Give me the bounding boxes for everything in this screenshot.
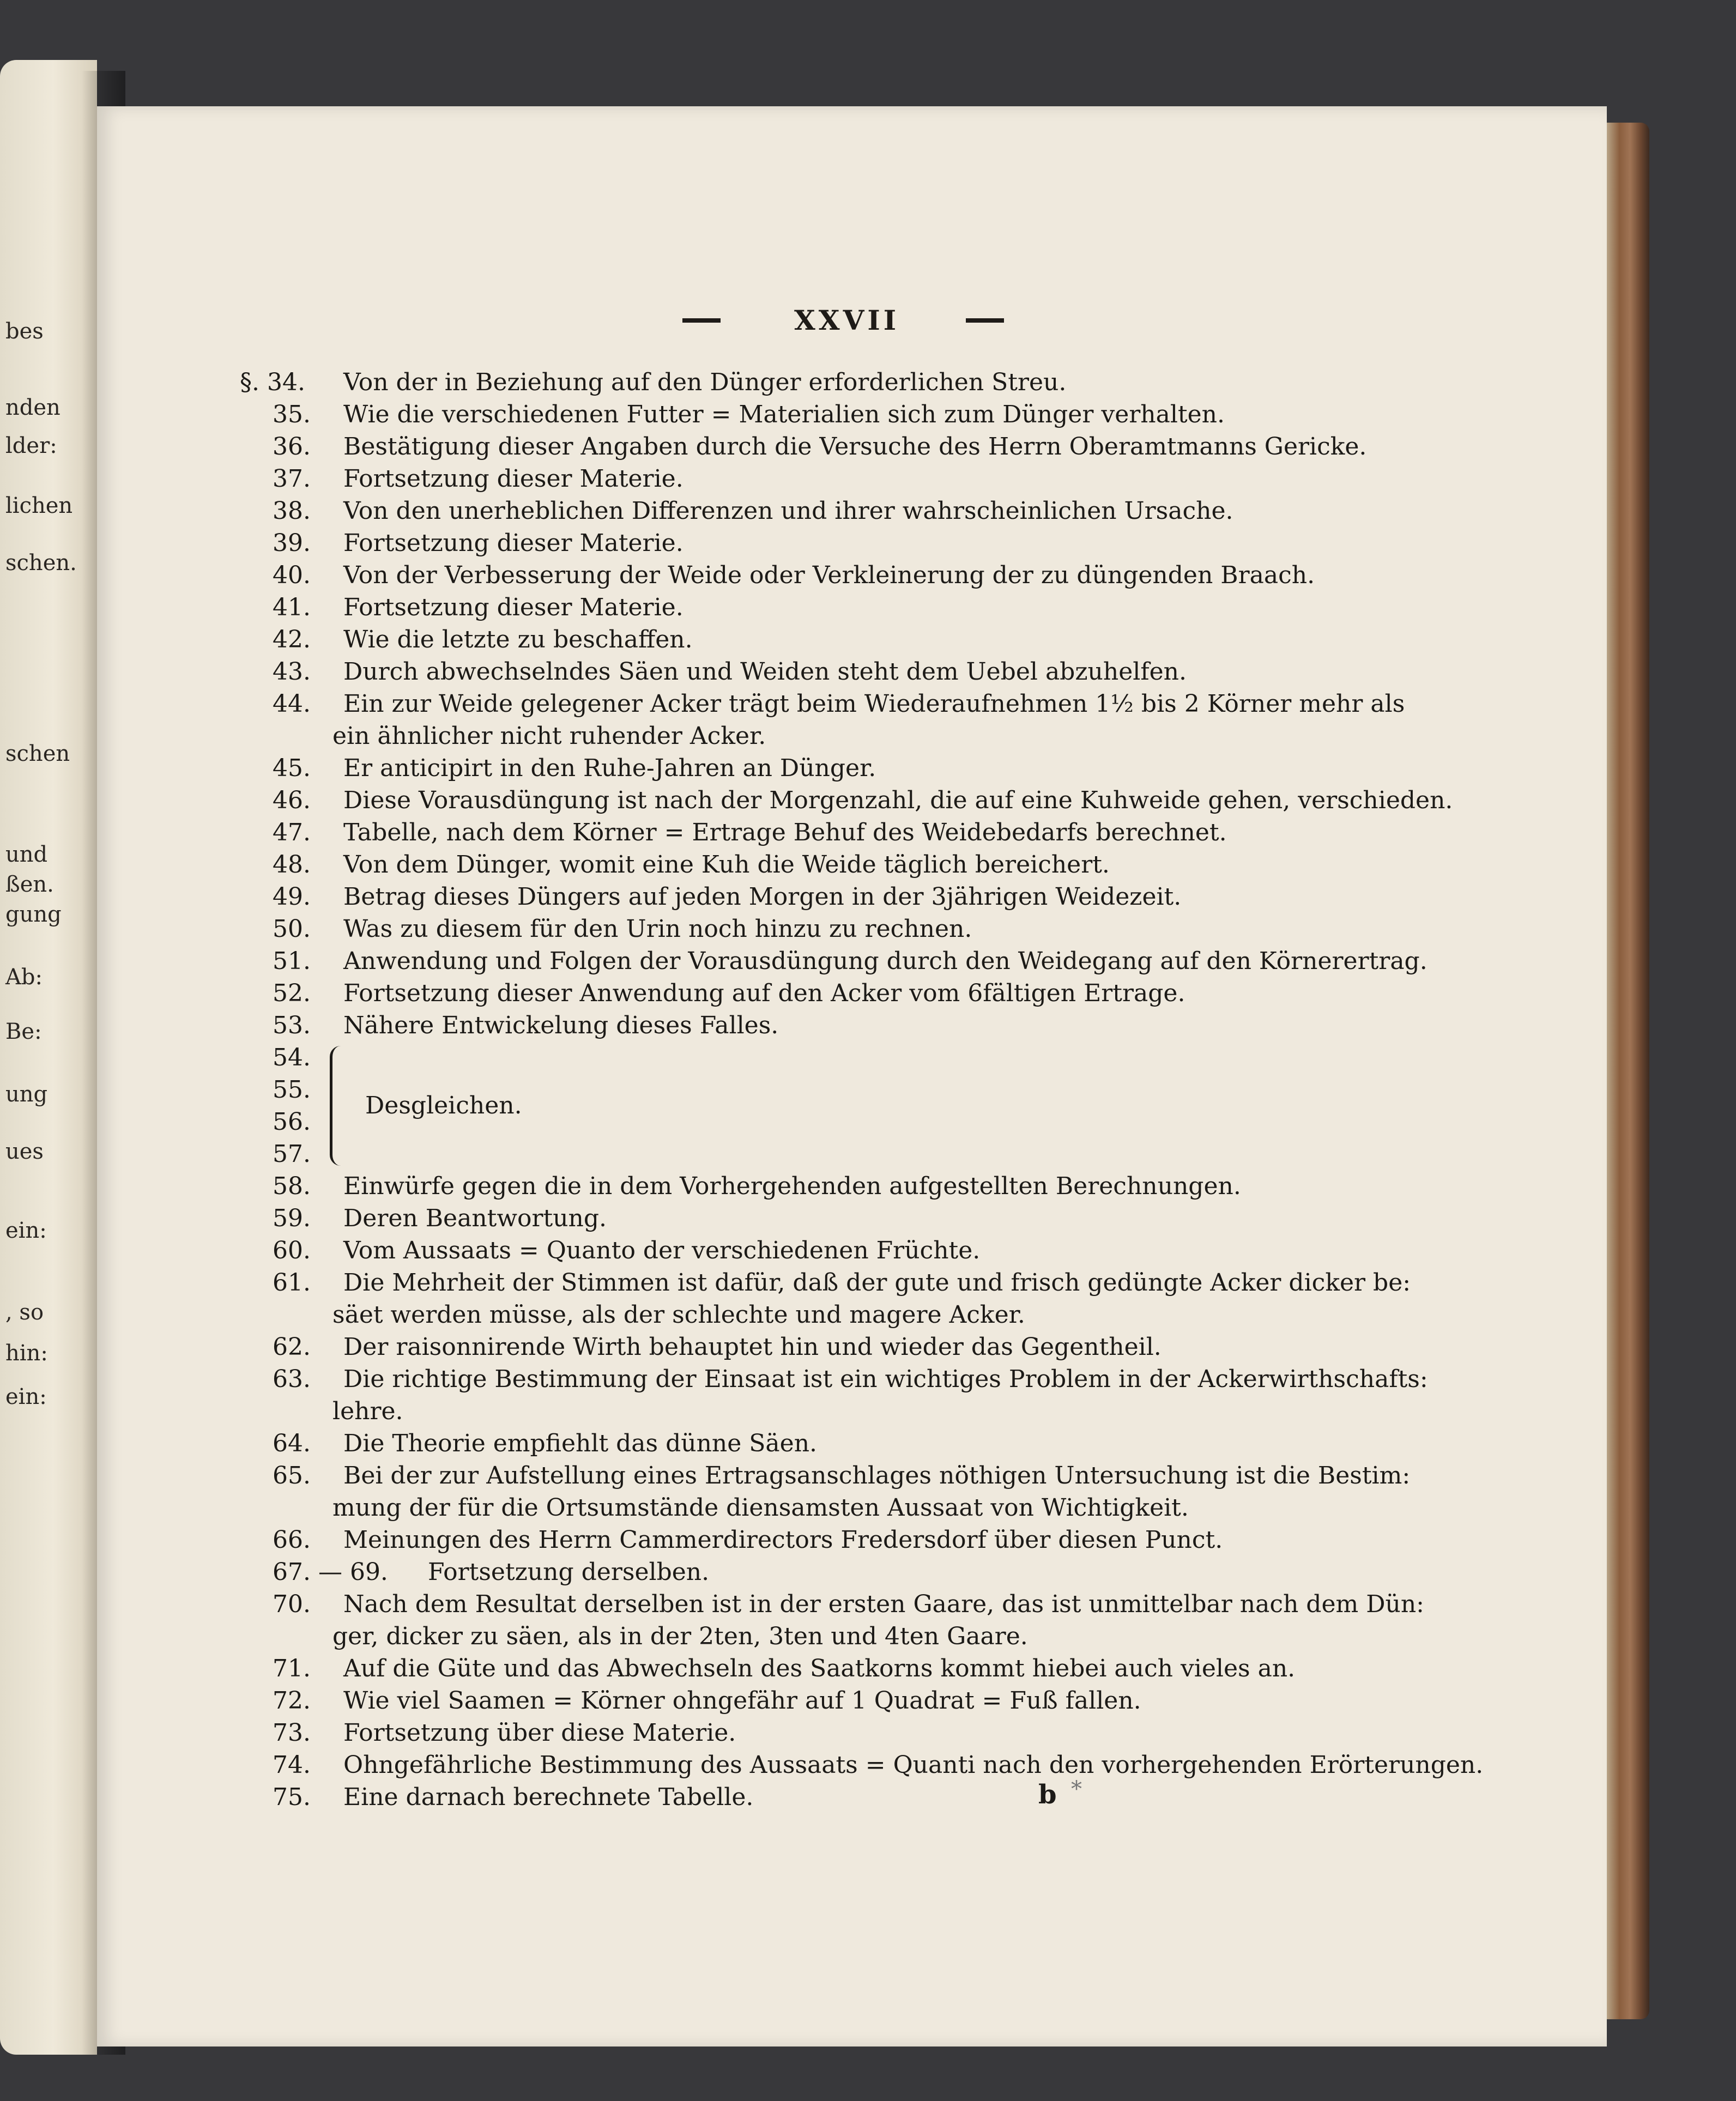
toc-number: 37. bbox=[273, 465, 311, 493]
toc-number: 40. bbox=[273, 561, 311, 589]
toc-number: 58. bbox=[273, 1172, 311, 1200]
toc-entry bbox=[240, 1685, 1455, 1717]
toc-text: Nach dem Resultat derselben ist in der ersten Gaare, das ist unmittelbar nach dem Dün: bbox=[343, 1590, 1424, 1618]
toc-number: 60. bbox=[273, 1237, 311, 1264]
toc-text: Deren Beantwortung. bbox=[343, 1204, 607, 1232]
toc-entry bbox=[240, 623, 1455, 656]
toc-number: 75. bbox=[273, 1783, 311, 1811]
toc-text: Er anticipirt in den Ruhe-Jahren an Dünger. bbox=[343, 754, 876, 782]
toc-entry bbox=[240, 688, 1455, 752]
toc-entry bbox=[240, 977, 1455, 1009]
toc-number: 63. bbox=[273, 1365, 311, 1393]
left-page-fragment: Be: bbox=[5, 1019, 42, 1044]
toc-entry bbox=[240, 1524, 1455, 1556]
toc-text: Von der Verbesserung der Weide oder Verkleinerung der zu düngenden Braach. bbox=[343, 561, 1315, 589]
toc-text: Fortsetzung dieser Materie. bbox=[343, 594, 683, 621]
toc-entry bbox=[240, 1588, 1455, 1652]
toc-number: 66. bbox=[273, 1526, 311, 1554]
left-page-fragment: ein: bbox=[5, 1384, 47, 1409]
toc-entry bbox=[240, 1556, 1455, 1588]
table-of-contents bbox=[240, 366, 1484, 1813]
left-page-fragment: nden bbox=[5, 395, 61, 420]
toc-text: Fortsetzung dieser Anwendung auf den Acker vom 6fältigen Ertrage. bbox=[343, 979, 1185, 1007]
toc-number: 55. bbox=[273, 1076, 311, 1104]
toc-entry bbox=[240, 1363, 1455, 1427]
toc-number: 64. bbox=[273, 1430, 311, 1457]
toc-text: Tabelle, nach dem Körner = Ertrage Behuf des Weidebedarfs berechnet. bbox=[343, 819, 1227, 846]
toc-entry bbox=[240, 527, 1455, 559]
toc-number: 56. bbox=[273, 1108, 311, 1136]
toc-text: Nähere Entwickelung dieses Falles. bbox=[343, 1012, 779, 1039]
toc-number: 43. bbox=[273, 658, 311, 686]
signature-mark: b bbox=[1038, 1779, 1057, 1810]
toc-text: Bei der zur Aufstellung eines Ertragsanschlages nöthigen Untersuchung ist die Bestim: bbox=[343, 1462, 1411, 1490]
left-page-fragment: lder: bbox=[5, 433, 57, 458]
toc-entry bbox=[240, 1331, 1455, 1363]
page-header bbox=[682, 304, 1009, 337]
toc-text: Eine darnach berechnete Tabelle. bbox=[343, 1783, 754, 1811]
toc-text: Anwendung und Folgen der Vorausdüngung durch den Weidegang auf den Körnerertrag. bbox=[343, 947, 1427, 975]
toc-text: mung der für die Ortsumstände diensamsten Aussaat von Wichtigkeit. bbox=[332, 1494, 1189, 1522]
header-dash-right bbox=[966, 318, 1004, 323]
left-page-fragment: gung bbox=[5, 902, 62, 927]
toc-text: Die richtige Bestimmung der Einsaat ist ein wichtiges Problem in der Ackerwirthschafts: bbox=[343, 1365, 1428, 1393]
toc-text: Von den unerheblichen Differenzen und ihrer wahrscheinlichen Ursache. bbox=[343, 497, 1233, 525]
toc-text: Bestätigung dieser Angaben durch die Versuche des Herrn Oberamtmanns Gericke. bbox=[343, 433, 1367, 461]
toc-number: 38. bbox=[273, 497, 311, 525]
toc-entry bbox=[240, 559, 1455, 591]
toc-text: Die Theorie empfiehlt das dünne Säen. bbox=[343, 1430, 818, 1457]
toc-text: Was zu diesem für den Urin noch hinzu zu rechnen. bbox=[343, 915, 972, 943]
toc-entry bbox=[240, 816, 1455, 849]
toc-entry bbox=[240, 784, 1455, 816]
left-page-fragment: ßen. bbox=[5, 872, 54, 897]
toc-text: Betrag dieses Düngers auf jeden Morgen in der 3jährigen Weidezeit. bbox=[343, 883, 1182, 911]
toc-text: Fortsetzung über diese Materie. bbox=[343, 1719, 736, 1747]
toc-text: Einwürfe gegen die in dem Vorhergehenden aufgestellten Berechnungen. bbox=[343, 1172, 1241, 1200]
toc-number: 73. bbox=[273, 1719, 311, 1747]
toc-number: 46. bbox=[273, 786, 311, 814]
toc-entry bbox=[240, 1170, 1455, 1202]
left-page-fragment: ung bbox=[5, 1082, 48, 1107]
curly-brace bbox=[330, 1046, 347, 1166]
toc-entry bbox=[240, 1781, 1455, 1813]
left-page-fragment: bes bbox=[5, 319, 44, 344]
signature-star: * bbox=[1071, 1777, 1082, 1802]
brace-group bbox=[240, 1042, 1455, 1170]
toc-text: Auf die Güte und das Abwechseln des Saatkorns kommt hiebei auch vieles an. bbox=[343, 1655, 1296, 1682]
toc-text: Fortsetzung dieser Materie. bbox=[343, 529, 683, 557]
left-page-fragment: hin: bbox=[5, 1341, 48, 1366]
toc-entry bbox=[240, 366, 1455, 398]
toc-text: Vom Aussaats = Quanto der verschiedenen Früchte. bbox=[343, 1237, 981, 1264]
toc-text: Wie die verschiedenen Futter = Materialien sich zum Dünger verhalten. bbox=[343, 401, 1225, 428]
toc-entry bbox=[240, 1652, 1455, 1685]
toc-entry bbox=[240, 463, 1455, 495]
toc-number: 52. bbox=[273, 979, 311, 1007]
toc-text: Durch abwechselndes Säen und Weiden steht dem Uebel abzuhelfen. bbox=[343, 658, 1187, 686]
toc-entry bbox=[240, 913, 1455, 945]
toc-number: 54. bbox=[273, 1044, 311, 1071]
toc-text: Der raisonnirende Wirth behauptet hin und wieder das Gegentheil. bbox=[343, 1333, 1162, 1361]
toc-entry bbox=[240, 849, 1455, 881]
left-page-fragment: ein: bbox=[5, 1218, 47, 1243]
toc-text: Diese Vorausdüngung ist nach der Morgenzahl, die auf eine Kuhweide gehen, verschieden. bbox=[343, 786, 1453, 814]
toc-number: 62. bbox=[273, 1333, 311, 1361]
toc-entry bbox=[240, 945, 1455, 977]
toc-number: §. 34. bbox=[240, 368, 305, 396]
toc-text: Fortsetzung derselben. bbox=[428, 1558, 710, 1586]
header-dash-left bbox=[682, 318, 721, 323]
toc-text: ein ähnlicher nicht ruhender Acker. bbox=[332, 722, 766, 750]
toc-number: 61. bbox=[273, 1269, 311, 1297]
toc-text: ger, dicker zu säen, als in der 2ten, 3ten und 4ten Gaare. bbox=[332, 1622, 1028, 1650]
toc-number: 67. — 69. bbox=[273, 1558, 388, 1586]
toc-number: 41. bbox=[273, 594, 311, 621]
toc-number: 47. bbox=[273, 819, 311, 846]
left-page-fragment: lichen bbox=[5, 493, 73, 518]
toc-text: Von der in Beziehung auf den Dünger erforderlichen Streu. bbox=[343, 368, 1067, 396]
toc-text: Wie die letzte zu beschaffen. bbox=[343, 626, 693, 653]
toc-text: Meinungen des Herrn Cammerdirectors Fredersdorf über diesen Punct. bbox=[343, 1526, 1223, 1554]
toc-number: 57. bbox=[273, 1140, 311, 1168]
toc-text: Ein zur Weide gelegener Acker trägt beim Wiederaufnehmen 1½ bis 2 Körner mehr als bbox=[343, 690, 1405, 718]
toc-text: Ohngefährliche Bestimmung des Aussaats = Quanti nach den vorhergehenden Erörterungen. bbox=[343, 1751, 1484, 1779]
toc-number: 36. bbox=[273, 433, 311, 461]
toc-number: 74. bbox=[273, 1751, 311, 1779]
toc-number: 51. bbox=[273, 947, 311, 975]
left-page-fragment: , so bbox=[5, 1300, 44, 1325]
toc-entry bbox=[240, 1460, 1455, 1524]
left-page-fragment: schen. bbox=[5, 550, 77, 576]
toc-number: 42. bbox=[273, 626, 311, 653]
toc-text: Von dem Dünger, womit eine Kuh die Weide täglich bereichert. bbox=[343, 851, 1110, 879]
toc-number: 50. bbox=[273, 915, 311, 943]
toc-entry bbox=[240, 1749, 1484, 1781]
book-cover-edge bbox=[1607, 123, 1649, 2019]
toc-number: 48. bbox=[273, 851, 311, 879]
toc-number: 44. bbox=[273, 690, 311, 718]
toc-entry bbox=[240, 881, 1455, 913]
toc-number: 59. bbox=[273, 1204, 311, 1232]
toc-entry bbox=[240, 1267, 1455, 1331]
toc-number: 70. bbox=[273, 1590, 311, 1618]
toc-entry bbox=[240, 591, 1455, 623]
toc-part-2 bbox=[240, 1170, 1484, 1813]
toc-text: Wie viel Saamen = Körner ohngefähr auf 1 Quadrat = Fuß fallen. bbox=[343, 1687, 1141, 1715]
toc-number: 53. bbox=[273, 1012, 311, 1039]
toc-text: lehre. bbox=[332, 1397, 403, 1425]
toc-entry bbox=[240, 431, 1455, 463]
toc-entry bbox=[240, 1202, 1455, 1234]
toc-entry bbox=[240, 1427, 1455, 1460]
left-page-fragment: schen bbox=[5, 741, 70, 766]
toc-entry bbox=[240, 1717, 1455, 1749]
toc-number: 71. bbox=[273, 1655, 311, 1682]
toc-number: 49. bbox=[273, 883, 311, 911]
page-number: XXVII bbox=[794, 304, 900, 336]
toc-text: Die Mehrheit der Stimmen ist dafür, daß der gute und frisch gedüngte Acker dicker be: bbox=[343, 1269, 1411, 1297]
toc-entry bbox=[240, 752, 1455, 784]
toc-text: säet werden müsse, als der schlechte und magere Acker. bbox=[332, 1301, 1025, 1329]
left-page-fragment: Ab: bbox=[5, 965, 43, 990]
toc-part-1 bbox=[240, 366, 1455, 1042]
toc-number: 65. bbox=[273, 1462, 311, 1490]
toc-entry bbox=[240, 1234, 1455, 1267]
toc-number: 39. bbox=[273, 529, 311, 557]
toc-text: Fortsetzung dieser Materie. bbox=[343, 465, 683, 493]
toc-number: 35. bbox=[273, 401, 311, 428]
left-page-fragment: ues bbox=[5, 1139, 44, 1164]
toc-number: 72. bbox=[273, 1687, 311, 1715]
toc-text: Desgleichen. bbox=[365, 1092, 522, 1119]
toc-number: 45. bbox=[273, 754, 311, 782]
left-page-fragment: und bbox=[5, 842, 48, 867]
toc-entry bbox=[240, 1009, 1455, 1042]
toc-entry bbox=[240, 656, 1455, 688]
toc-entry bbox=[240, 495, 1455, 527]
toc-entry bbox=[240, 398, 1455, 431]
